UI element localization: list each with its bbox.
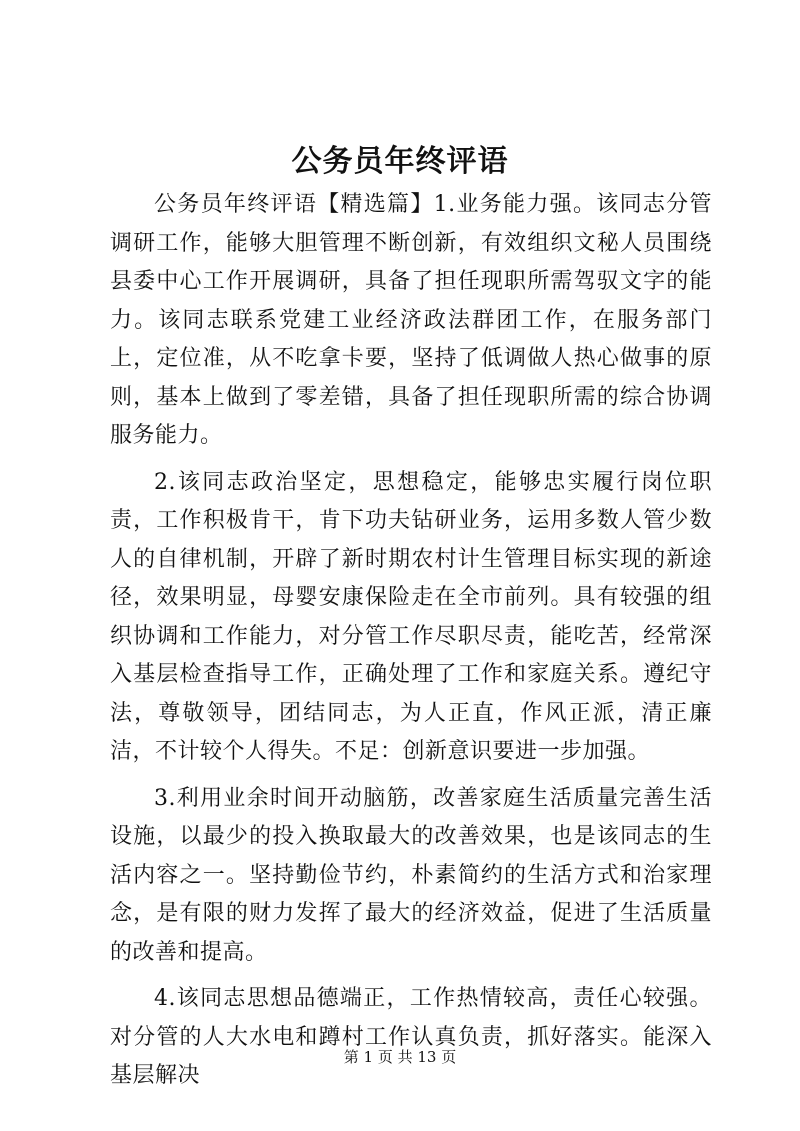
page-number-footer: 第 1 页 共 13 页 (343, 1048, 457, 1066)
paragraph-3: 3.利用业余时间开动脑筋，改善家庭生活质量完善生活设施，以最少的投入换取最大的改善效果，也是该同志的生活内容之一。坚持勤俭节约，朴素简约的生活方式和治家理念，是有限的财力发挥了最大的经济效益，促进了生活质量的改善和提高。 (110, 785, 712, 965)
paragraph-4: 4.该同志思想品德端正，工作热情较高，责任心较强。对分管的人大水电和蹲村工作认真负责，抓好落实。能深入基层解决 (110, 986, 712, 1088)
paragraph-1: 公务员年终评语【精选篇】1.业务能力强。该同志分管调研工作，能够大胆管理不断创新，有效组织文秘人员围绕县委中心工作开展调研，具备了担任现职所需驾驭文字的能力。该同志联系党建工业经济政法群团工作，在服务部门上，定位准，从不吃拿卡要，坚持了低调做人热心做事的原则，基本上做到了零差错，具备了担任现职所需的综合协调服务能力。 (110, 192, 712, 448)
document-body (110, 186, 712, 1104)
document-title: 公务员年终评语 (291, 144, 509, 179)
paragraph-2: 2.该同志政治坚定，思想稳定，能够忠实履行岗位职责，工作积极肯干，肯下功夫钻研业务，运用多数人管少数人的自律机制，开辟了新时期农村计生管理目标实现的新途径，效果明显，母婴安康保险走在全市前列。具有较强的组织协调和工作能力，对分管工作尽职尽责，能吃苦，经常深入基层检查指导工作，正确处理了工作和家庭关系。遵纪守法，尊敬领导，团结同志，为人正直，作风正派，清正廉洁，不计较个人得失。不足：创新意识要进一步加强。 (110, 469, 712, 764)
